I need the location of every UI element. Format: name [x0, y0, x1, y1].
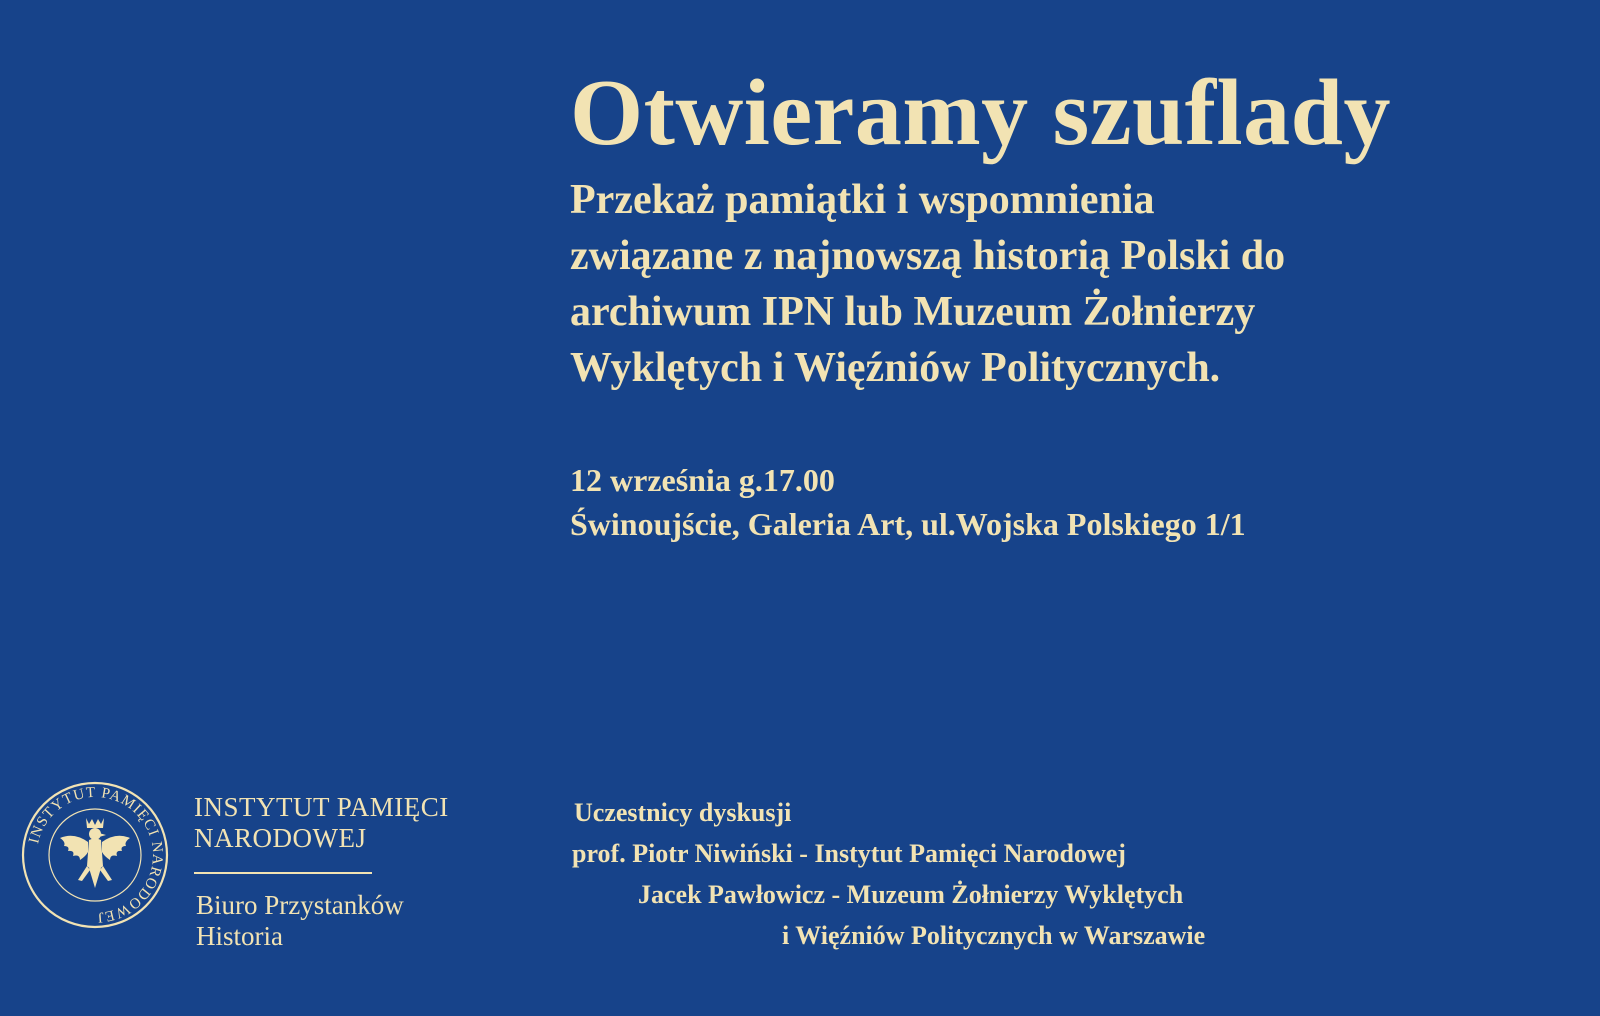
institution-name	[194, 792, 449, 854]
department-name-line: Historia	[196, 921, 283, 951]
event-location: Świnoujście, Galeria Art, ul.Wojska Polskiego 1/1	[570, 506, 1246, 542]
eagle-seal-icon	[20, 780, 170, 930]
institution-name-line: NARODOWEJ	[194, 823, 367, 853]
subtitle-line: archiwum IPN lub Muzeum Żołnierzy	[570, 289, 1256, 335]
seal-ring-text: INSTYTUT PAMIĘCI NARODOWEJ	[26, 784, 166, 926]
event-details	[570, 458, 1246, 546]
participants-heading: Uczestnicy dyskusji	[574, 798, 792, 827]
participant-line: Jacek Pawłowicz - Muzeum Żołnierzy Wyklętych	[638, 880, 1184, 909]
divider	[194, 872, 372, 874]
subtitle-line: związane z najnowszą historią Polski do	[570, 233, 1286, 279]
participant-line: i Więźniów Politycznych w Warszawie	[782, 921, 1206, 950]
institution-name-line: INSTYTUT PAMIĘCI	[194, 792, 449, 822]
participant-line: prof. Piotr Niwiński - Instytut Pamięci Narodowej	[572, 839, 1126, 868]
poster-subtitle	[570, 172, 1510, 396]
poster-title: Otwieramy szuflady	[570, 61, 1391, 165]
subtitle-line: Wyklętych i Więźniów Politycznych.	[570, 345, 1221, 391]
event-datetime: 12 września g.17.00	[570, 462, 835, 498]
department-name	[196, 890, 404, 952]
department-name-line: Biuro Przystanków	[196, 890, 404, 920]
subtitle-line: Przekaż pamiątki i wspomnienia	[570, 177, 1155, 223]
